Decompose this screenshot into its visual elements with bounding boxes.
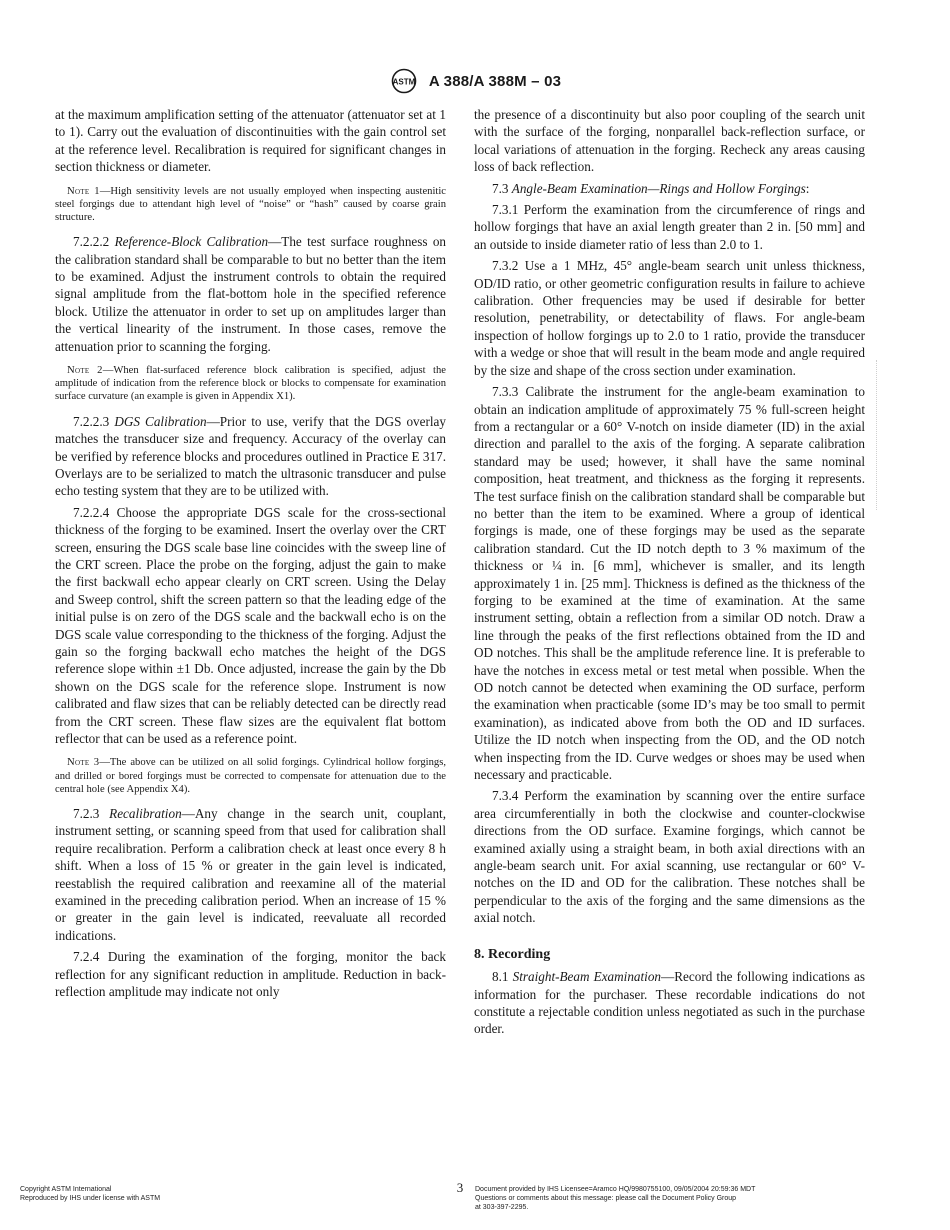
paragraph-8-1 (474, 968, 865, 1038)
margin-watermark (876, 360, 879, 510)
paragraph-continuation: the presence of a discontinuity but also poor coupling of the search unit with the surface of the forging, nonparallel back-reflection surface, or local variations of attenuation in the forging. Recheck any areas causing loss of back reflection. (474, 107, 865, 175)
paragraph-7-3-3: 7.3.3 Calibrate the instrument for the angle-beam examination to obtain an indication amplitude of approximately 75 % full-screen height from a rectangular or a 60° V-notch on inside diameter (ID) in the axial direction and parallel to the axis of the forging. A separate calibration standard may be used; however, it shall have the same nominal composition, heat treatment, and thickness as the forging it represents. The test surface finish on the calibration standard shall be comparable but no better than the item to be examined. Where a group of identical forgings is made, one of these forgings may be used as the separate calibration standard. Cut the ID notch depth to 3 % maximum of the thickness or ¼ in. [6 mm], whichever is smaller, and its length approximately 1 in. [25 mm]. Thickness is defined as the thickness of the forging to be examined at the time of examination. At the same instrument setting, obtain a reflection from a similar OD notch. Draw a line through the peaks of the first reflections obtained from the ID and OD notches. This shall be the amplitude reference line. It is preferable to have the notches in excess metal or test metal when possible. When the OD notch cannot be detected when examining the OD surface, perform the examination when practicable (some ID’s may be too small to permit examination), as indicated above from both the OD and ID surfaces. Utilize the ID notch when inspecting from the OD, and the OD notch when inspecting from the ID. Curve wedges or shoes may be used when necessary and practicable. (474, 384, 865, 783)
paragraph-7-3-1: 7.3.1 Perform the examination from the circumference of rings and hollow forgings that have an axial length greater than 2 in. [50 mm] and an outside to inside diameter ratio of less than 2.0 to 1. (474, 202, 865, 252)
paragraph-text: —Any change in the search unit, couplant, instrument setting, or scanning speed from that used for calibration shall require recalibration. Perform a calibration check at least once every 8 h shift. When a loss of 15 % or greater in the gain level is indicated, reestablish the required calibration and reexamine all of the material examined in the preceding calibration period. When an increase of 15 % or greater in the gain level is indicated, reevaluate all recorded indications. (55, 806, 447, 943)
paragraph-7-3 (474, 180, 865, 197)
note-text: —High sensitivity levels are not usually employed when inspecting austenitic steel forgings due to attendant high level of “noise” or “hash” caused by coarse grain structure. (55, 185, 446, 224)
note-text: —When flat-surfaced reference block calibration is specified, adjust the amplitude of indication from the reference block or blocks to compensate for examination surface curvature (an example is given in Appendix X1). (55, 365, 446, 403)
section-heading-recording: 8. Recording (474, 946, 551, 962)
paragraph-7-2-4: 7.2.4 During the examination of the forging, monitor the back reflection for any significant reduction in amplitude. Reduction in back-reflection amplitude may indicate not only (55, 949, 446, 1000)
paragraph-7-3-2: 7.3.2 Use a 1 MHz, 45° angle-beam search unit unless thickness, OD/ID ratio, or other geometric configuration results in failure to achieve calibration. Other frequencies may be used if desirable for better resolution, penetrability, or detectability of flaws. For angle-beam inspection of hollow forgings up to 2.0 to 1 ratio, provide the transducer with a wedge or shoe that will result in the beam mode and angle required by the size and shape of the cross section under examination. (474, 258, 865, 378)
paragraph-number: 8.1 (492, 969, 509, 985)
paragraph-number: 7.2.2.2 (73, 234, 110, 250)
paragraph-number: 7.2.3 (73, 806, 100, 822)
note-label: Note 3 (67, 757, 100, 769)
note-2 (55, 364, 446, 404)
footer-copyright-line: Copyright ASTM International (20, 1186, 112, 1193)
paragraph-continuation: at the maximum amplification setting of the attenuator (attenuator set at 1 to 1). Carry out the evaluation of discontinuities with the gain control set at the reference level. Recalibration is required for significant changes in section thickness or diameter. (55, 107, 446, 175)
astm-logo-icon (389, 68, 419, 94)
note-label: Note 2 (67, 365, 103, 377)
footer-questions-line: Questions or comments about this message: please call the Document Policy Group (475, 1195, 737, 1202)
paragraph-text: —The test surface roughness on the calibration standard shall be comparable to but no better than the item to be examined. Adjust the instrument controls to obtain the required signal amplitude from the flat-bottom hole in the specified reference block. Utilize the attenuator in order to set up on amplitudes larger than the vertical linearity of the instrument. In those cases, remove the attenuation prior to scanning the forging. (55, 234, 447, 354)
document-designation: A 388/A 388M – 03 (428, 72, 562, 90)
footer-provider-line: Document provided by IHS Licensee=Aramco HQ/9980755100, 09/05/2004 20:59:36 MDT (475, 1186, 756, 1193)
paragraph-heading: Reference-Block Calibration (114, 234, 269, 250)
paragraph-heading: Recalibration (109, 806, 182, 822)
right-column (474, 106, 865, 1038)
footer-license-line: Reproduced by IHS under license with ASTM (20, 1195, 161, 1202)
paragraph-7-2-3 (55, 805, 446, 944)
paragraph-heading: DGS Calibration (114, 413, 207, 429)
footer-phone-line: at 303-397-2295. (475, 1204, 529, 1211)
paragraph-7-3-4: 7.3.4 Perform the examination by scanning over the entire surface area circumferentially in both the clockwise and counter-clockwise directions from the OD surface. Examine forgings, which cannot be examined axially using a straight beam, in both axial directions with an angle-beam search unit. For axial scanning, use rectangular or 60° V-notches on the ID and OD for the calibration. These notches shall be perpendicular to the axis of the forging and the same dimensions as the axial notch. (474, 788, 865, 926)
paragraph-text: —Prior to use, verify that the DGS overlay matches the transducer size and frequency. Accuracy of the overlay can be verified by reference blocks and procedures outlined in Practice E 317. Overlays are to be serialized to match the ultrasonic transducer and pulse echo testing system that they are to be utilized with. (55, 413, 447, 499)
paragraph-heading: Angle-Beam Examination—Rings and Hollow Forgings (511, 180, 806, 196)
footer-provider (475, 1185, 755, 1212)
paragraph-7-2-2-4: 7.2.2.4 Choose the appropriate DGS scale for the cross-sectional thickness of the forging to be examined. Insert the overlay over the CRT screen, ensuring the DGS scale base line coincides with the sweep line of the CRT screen. Place the probe on the forging, adjust the gain to make the first backwall echo appear clearly on CRT screen. Using the Delay and Sweep control, shift the screen pattern so that the leading edge of the initial pulse is on zero of the DGS scale and the backwall echo is on the DGS scale value corresponding to the thickness of the forging. Adjust the gain so the forging backwall echo matches the height of the DGS reference slope within ±1 Db. Once adjusted, increase the gain by the Db shown on the DGS scale for the reference slope. Instrument is now calibrated and flaw sizes that can be reliably detected can be directly read from the CRT screen. These flaw sizes are the equivalent flat bottom reflector that can be used as a reference point. (55, 504, 446, 746)
page-header (0, 68, 950, 94)
left-column (55, 106, 446, 1000)
paragraph-text: —Record the following indications as information for the purchaser. These recordable indications do not constitute a rejectable condition unless negotiated as such in the purchase order. (474, 969, 865, 1037)
note-text: —The above can be utilized on all solid forgings. Cylindrical hollow forgings, and drilled or bored forgings must be corrected to compensate for attenuation due to the central hole (see Appendix X4). (55, 757, 446, 795)
svg-text:ASTM: ASTM (392, 77, 416, 87)
paragraph-7-2-2-2 (55, 233, 446, 355)
paragraph-number: 7.3 (492, 180, 509, 196)
paragraph-text: : (805, 180, 810, 196)
paragraph-number: 7.2.2.3 (73, 413, 110, 429)
page-number: 3 (456, 1180, 464, 1195)
note-label: Note 1 (67, 185, 100, 197)
paragraph-7-2-2-3 (55, 413, 446, 500)
note-3 (55, 756, 446, 796)
paragraph-heading: Straight-Beam Examination (512, 969, 662, 985)
note-1 (55, 185, 446, 225)
